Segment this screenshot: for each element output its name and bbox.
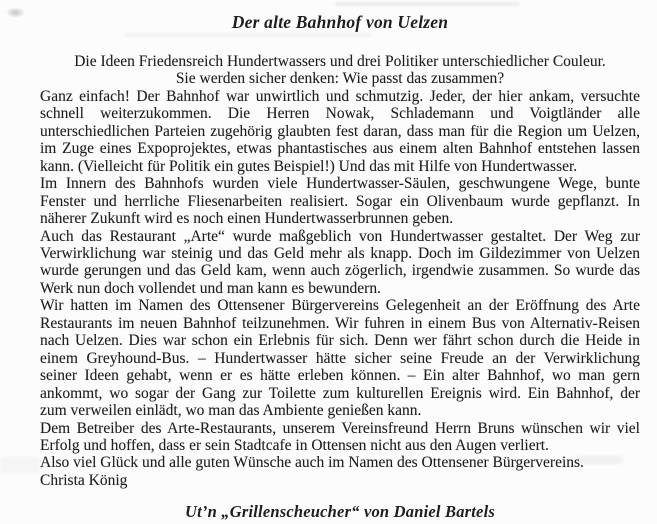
text-line: Erfolg und hoffen, dass er sein Stadtcafe in Ottensen nicht aus den Augen verliert. [40,436,549,454]
scan-artifact-band [0,457,40,473]
document-title: Der alte Bahnhof von Uelzen [231,12,449,32]
text-line: kann. (Vielleicht für Politik ein gutes Beispiel!) Und das mit Hilfe von Hundertwasser. [40,157,578,175]
text-line: wurde gerungen und das Geld kam, wenn auch zögerlich, irgendwie zusammen. So wurde das [40,262,640,280]
text-line: im Zuge eines Expoprojektes, etwas phantastisches aus einem alten Bahnhof entstehen lassen [40,140,640,158]
text-line: nach Uelzen. Dies war schon ein Erlebnis für sich. Denn wer fährt schon durch die Heide in [40,332,640,350]
text-line: Im Innern des Bahnhofs wurden viele Hundertwasser-Säulen, geschwungene Wege, bunte [40,175,640,193]
text-line: Verwirklichung war steinig und das Geld mehr als knapp. Doch im Gildezimmer von Uelzen [40,244,640,262]
text-line: Wir hatten im Namen des Ottensener Bürgervereins Gelegenheit an der Eröffnung des Arte [40,297,640,315]
text-line: unterschiedlichen Parteien zugehörig glaubten fest daran, dass man für die Region um Uelzen, [40,122,640,140]
text-line: Fenster und herrliche Fliesenarbeiten realisiert. Sogar ein Olivenbaum wurde gepflanzt. In [40,192,640,210]
text-line: Auch das Restaurant „Arte“ wurde maßgeblich von Hundertwasser gestaltet. Der Weg zur [40,227,640,245]
text-line: Dem Betreiber des Arte-Restaurants, unserem Vereinsfreund Herrn Bruns wünschen wir viel [40,419,640,437]
text-line: einem Greyhound-Bus. – Hundertwasser hätte sicher seine Freude an der Verwirklichung [40,349,640,367]
text-line: Restaurants im neuen Bahnhof teilzunehmen. Wir fuhren in einem Bus von Alternativ-Reisen [40,314,640,332]
text-line: seiner Ideen gehabt, wenn er es hätte erleben können. – Ein alter Bahnhof, wo man gern [40,367,640,385]
scan-artifact-streak [335,2,520,6]
scan-artifact-smudge [7,8,24,17]
text-line: Christa König [40,471,128,489]
text-line: ankommt, wo sogar der Gang zur Toilette zum kulturellen Ereignis wird. Ein Bahnhof, der [40,384,640,402]
text-line: Werk nun doch vollendet und man kann es bewundern. [40,279,381,297]
text-line: Die Ideen Friedensreich Hundertwassers und drei Politiker unterschiedlicher Couleur. [74,53,606,70]
text-line: Ganz einfach! Der Bahnhof war unwirtlich und schmutzig. Jeder, der hier ankam, versuchte [40,87,640,105]
text-line: schnell weiterzukommen. Die Herren Nowak, Schlademann und Voigtländer alle [40,105,640,123]
text-line: Sie werden sicher denken: Wie passt das zusammen? [175,70,505,88]
document-footer: Ut’n „Grillenscheucher“ von Daniel Bartels [184,502,495,521]
text-line: zum verweilen einlädt, wo man das Ambiente genießen kann. [40,402,422,420]
scan-artifact-streak [125,33,370,37]
text-line: näherer Zukunft wird es noch einen Hundertwasserbrunnen geben. [40,210,454,228]
text-line: Also viel Glück und alle guten Wünsche auch im Namen des Ottensener Bürgervereins. [40,454,584,472]
document-body [40,53,640,489]
